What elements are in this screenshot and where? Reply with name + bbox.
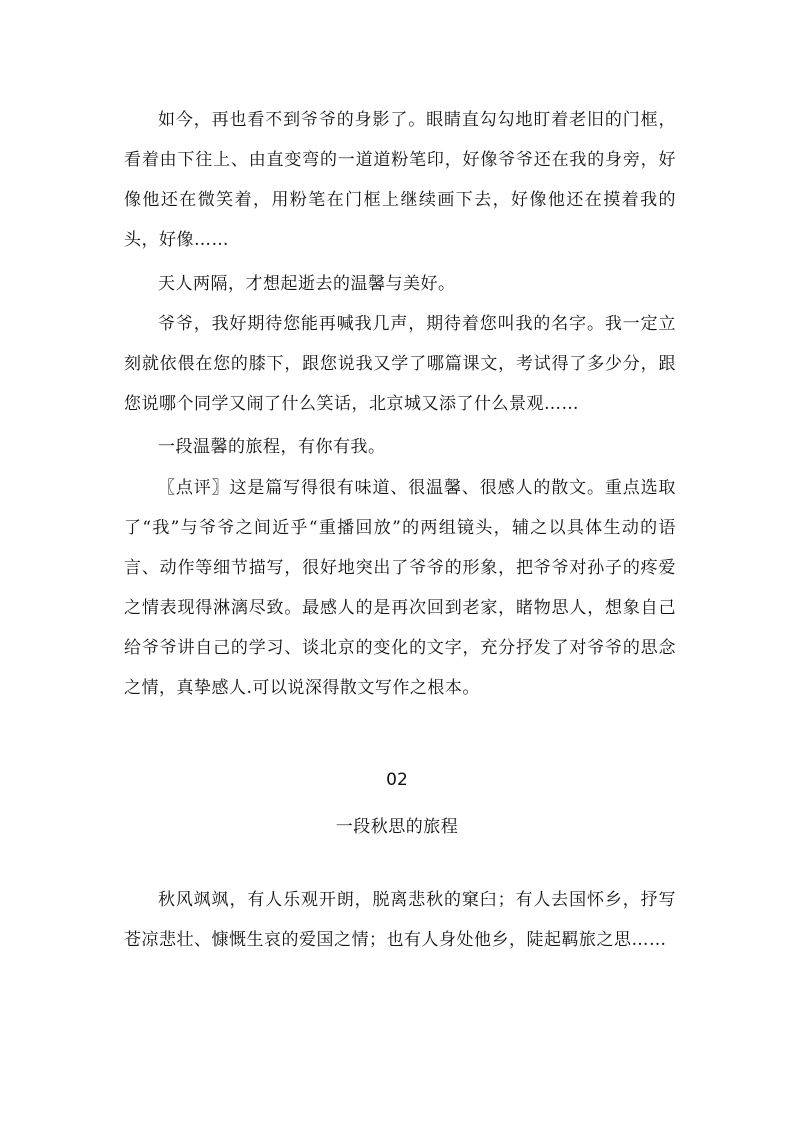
paragraph-longing: 爷爷，我好期待您能再喊我几声，期待着您叫我的名字。我一定立刻就依偎在您的膝下，跟您说我又学了哪篇课文，考试得了多少分，跟您说哪个同学又闹了什么笑话，北京城又添了什么景观……: [124, 314, 676, 414]
paragraph-warm-journey: 一段温馨的旅程，有你有我。: [158, 437, 386, 457]
paragraph-commentary: 〖点评〗这是篇写得很有味道、很温馨、很感人的散文。重点选取了“我”与爷爷之间近乎“重播回放”的两组镜头，辅之以具体生动的语言、动作等细节描写，很好地突出了爷爷的形象，把爷爷对孙子的疼爱之情表现得淋漓尽致。最感人的是再次回到老家，睹物思人，想象自己给爷爷讲自己的学习、谈北京的变化的文字，充分抒发了对爷爷的思念之情，真挚感人.可以说深得散文写作之根本。: [124, 478, 676, 698]
paragraph-separation: 天人两隔，才想起逝去的温馨与美好。: [158, 274, 456, 294]
section-title: 一段秋思的旅程: [335, 817, 459, 837]
paragraph-memory-doorframe: 如今，再也看不到爷爷的身影了。眼睛直勾勾地盯着老旧的门框，看着由下往上、由直变弯的一道道粉笔印，好像爷爷还在我的身旁，好像他还在微笑着，用粉笔在门框上继续画下去，好像他还在摸着我的头，好像……: [124, 110, 676, 250]
section-number: 02: [386, 770, 408, 790]
paragraph-autumn-intro: 秋风飒飒，有人乐观开朗，脱离悲秋的窠臼；有人去国怀乡，抒写苍凉悲壮、慷慨生哀的爱国之情；也有人身处他乡，陡起羁旅之思……: [124, 890, 676, 950]
